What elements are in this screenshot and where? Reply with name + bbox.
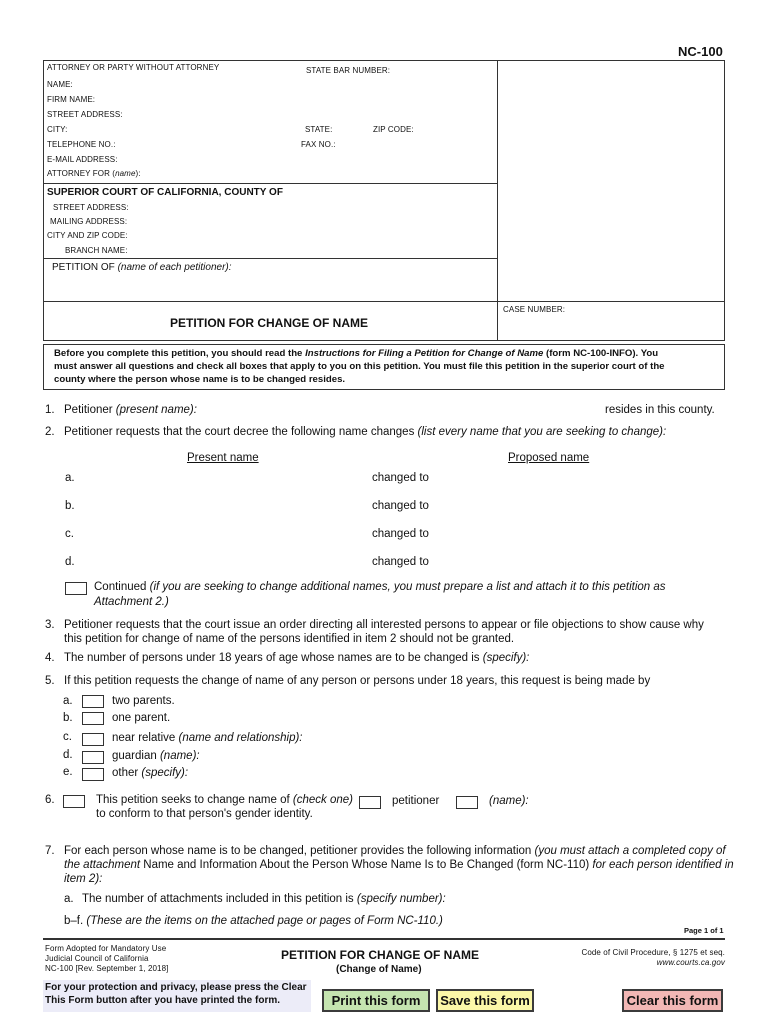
item-6-text: This petition seeks to change name of (check one) bbox=[96, 794, 353, 806]
petition-of-label: PETITION OF (name of each petitioner): bbox=[52, 262, 232, 273]
revision-label: NC-100 [Rev. September 1, 2018] bbox=[45, 964, 169, 973]
item-2-number: 2. bbox=[45, 426, 55, 438]
footer-subtitle: (Change of Name) bbox=[336, 964, 422, 975]
proposed-name-header: Proposed name bbox=[508, 452, 590, 464]
item-4-text: The number of persons under 18 years of age whose names are to be changed is (specify): bbox=[64, 652, 530, 664]
firm-label: FIRM NAME: bbox=[47, 95, 96, 104]
clear-button[interactable]: Clear this form bbox=[622, 989, 723, 1012]
option-c-letter: c. bbox=[63, 731, 72, 743]
print-button[interactable]: Print this form bbox=[322, 989, 430, 1012]
case-number-label: CASE NUMBER: bbox=[503, 305, 566, 314]
court-website: www.courts.ca.gov bbox=[656, 958, 725, 967]
instructions-line-3: county where the person whose name is to be changed resides. bbox=[54, 374, 346, 385]
street-label: STREET ADDRESS: bbox=[47, 110, 123, 119]
item-1-number: 1. bbox=[45, 404, 55, 416]
instructions-line-1: Before you complete this petition, you should read the Instructions for Filing a Petition for Change of Name (form NC-100-INFO). You bbox=[54, 348, 659, 359]
row-a-letter: a. bbox=[65, 472, 75, 484]
one-parent-checkbox[interactable] bbox=[82, 712, 104, 725]
item-6-name-label: (name): bbox=[489, 795, 529, 807]
court-branch-label: BRANCH NAME: bbox=[65, 246, 128, 255]
row-b-changed-to: changed to bbox=[372, 500, 429, 512]
item-2-text: Petitioner requests that the court decree the following name changes (list every name that you are seeking to change): bbox=[64, 426, 667, 438]
continued-text: Continued (if you are seeking to change additional names, you must prepare a list and attach it to this petition as bbox=[94, 581, 666, 593]
continued-text-2: Attachment 2.) bbox=[94, 596, 169, 608]
option-a-text: two parents. bbox=[112, 695, 175, 707]
privacy-line-1: For your protection and privacy, please press the Clear bbox=[45, 982, 307, 993]
item-1-resides: resides in this county. bbox=[605, 404, 715, 416]
page-number: Page 1 of 1 bbox=[684, 926, 724, 935]
state-bar-label: STATE BAR NUMBER: bbox=[306, 66, 391, 75]
option-b-letter: b. bbox=[63, 712, 73, 724]
option-d-letter: d. bbox=[63, 749, 73, 761]
item-6-line-2: to conform to that person's gender identity. bbox=[96, 808, 313, 820]
email-label: E-MAIL ADDRESS: bbox=[47, 155, 118, 164]
attorney-header: ATTORNEY OR PARTY WITHOUT ATTORNEY bbox=[47, 63, 220, 72]
council-label: Judicial Council of California bbox=[45, 954, 149, 963]
item-5-number: 5. bbox=[45, 675, 55, 687]
state-label: STATE: bbox=[305, 125, 333, 134]
attorney-for-label: ATTORNEY FOR (name): bbox=[47, 169, 141, 178]
footer-title: PETITION FOR CHANGE OF NAME bbox=[281, 948, 479, 962]
guardian-checkbox[interactable] bbox=[82, 751, 104, 764]
item-7bf-text: b–f. (These are the items on the attached page or pages of Form NC-110.) bbox=[64, 915, 443, 927]
telephone-label: TELEPHONE NO.: bbox=[47, 140, 116, 149]
privacy-line-2: This Form button after you have printed the form. bbox=[45, 995, 281, 1006]
item-4-number: 4. bbox=[45, 652, 55, 664]
item-7-line-3: item 2): bbox=[64, 873, 103, 885]
zip-label: ZIP CODE: bbox=[373, 125, 414, 134]
item-3-line-1: Petitioner requests that the court issue an order directing all interested persons to appear or file objections to show cause why bbox=[64, 619, 704, 631]
row-c-changed-to: changed to bbox=[372, 528, 429, 540]
item-7-line-1: For each person whose name is to be changed, petitioner provides the following information (you must attach a completed copy of bbox=[64, 845, 726, 857]
row-a-changed-to: changed to bbox=[372, 472, 429, 484]
form-id: NC-100 bbox=[678, 44, 723, 59]
row-d-letter: d. bbox=[65, 556, 75, 568]
caption-box bbox=[43, 60, 725, 341]
item-7-number: 7. bbox=[45, 845, 55, 857]
court-cityzip-label: CITY AND ZIP CODE: bbox=[47, 231, 128, 240]
item-7-line-2: the attachment Name and Information About the Person Whose Name Is to Be Changed (form NC-110) for each person identified in bbox=[64, 859, 734, 871]
near-relative-checkbox[interactable] bbox=[82, 733, 104, 746]
option-d-text: guardian (name): bbox=[112, 750, 200, 762]
other-person-checkbox[interactable] bbox=[456, 796, 478, 809]
court-street-label: STREET ADDRESS: bbox=[53, 203, 129, 212]
option-a-letter: a. bbox=[63, 695, 73, 707]
gender-identity-checkbox[interactable] bbox=[63, 795, 85, 808]
petitioner-checkbox[interactable] bbox=[359, 796, 381, 809]
item-7a-letter: a. bbox=[64, 893, 74, 905]
present-name-header: Present name bbox=[187, 452, 259, 464]
item-1-text: Petitioner (present name): bbox=[64, 404, 197, 416]
row-b-letter: b. bbox=[65, 500, 75, 512]
name-label: NAME: bbox=[47, 80, 73, 89]
item-7a-text: The number of attachments included in this petition is (specify number): bbox=[82, 893, 446, 905]
row-d-changed-to: changed to bbox=[372, 556, 429, 568]
two-parents-checkbox[interactable] bbox=[82, 695, 104, 708]
instructions-line-2: must answer all questions and check all boxes that apply to you on this petition. You must file this petition in the superior court of the bbox=[54, 361, 665, 372]
option-c-text: near relative (name and relationship): bbox=[112, 732, 303, 744]
item-5-text: If this petition requests the change of name of any person or persons under 18 years, this request is being made by bbox=[64, 675, 651, 687]
petitioner-label: petitioner bbox=[392, 795, 440, 807]
court-title: SUPERIOR COURT OF CALIFORNIA, COUNTY OF bbox=[47, 187, 283, 198]
row-c-letter: c. bbox=[65, 528, 74, 540]
continued-checkbox[interactable] bbox=[65, 582, 87, 595]
form-title: PETITION FOR CHANGE OF NAME bbox=[170, 316, 368, 330]
court-mailing-label: MAILING ADDRESS: bbox=[50, 217, 128, 226]
item-3-line-2: this petition for change of name of the persons identified in item 2 should not be granted. bbox=[64, 633, 515, 645]
option-b-text: one parent. bbox=[112, 712, 171, 724]
adopted-label: Form Adopted for Mandatory Use bbox=[45, 944, 167, 953]
option-e-letter: e. bbox=[63, 766, 73, 778]
item-6-number: 6. bbox=[45, 794, 55, 806]
item-3-number: 3. bbox=[45, 619, 55, 631]
other-checkbox[interactable] bbox=[82, 768, 104, 781]
save-button[interactable]: Save this form bbox=[436, 989, 534, 1012]
city-label: CITY: bbox=[47, 125, 68, 134]
option-e-text: other (specify): bbox=[112, 767, 189, 779]
fax-label: FAX NO.: bbox=[301, 140, 336, 149]
code-citation: Code of Civil Procedure, § 1275 et seq. bbox=[581, 948, 725, 957]
